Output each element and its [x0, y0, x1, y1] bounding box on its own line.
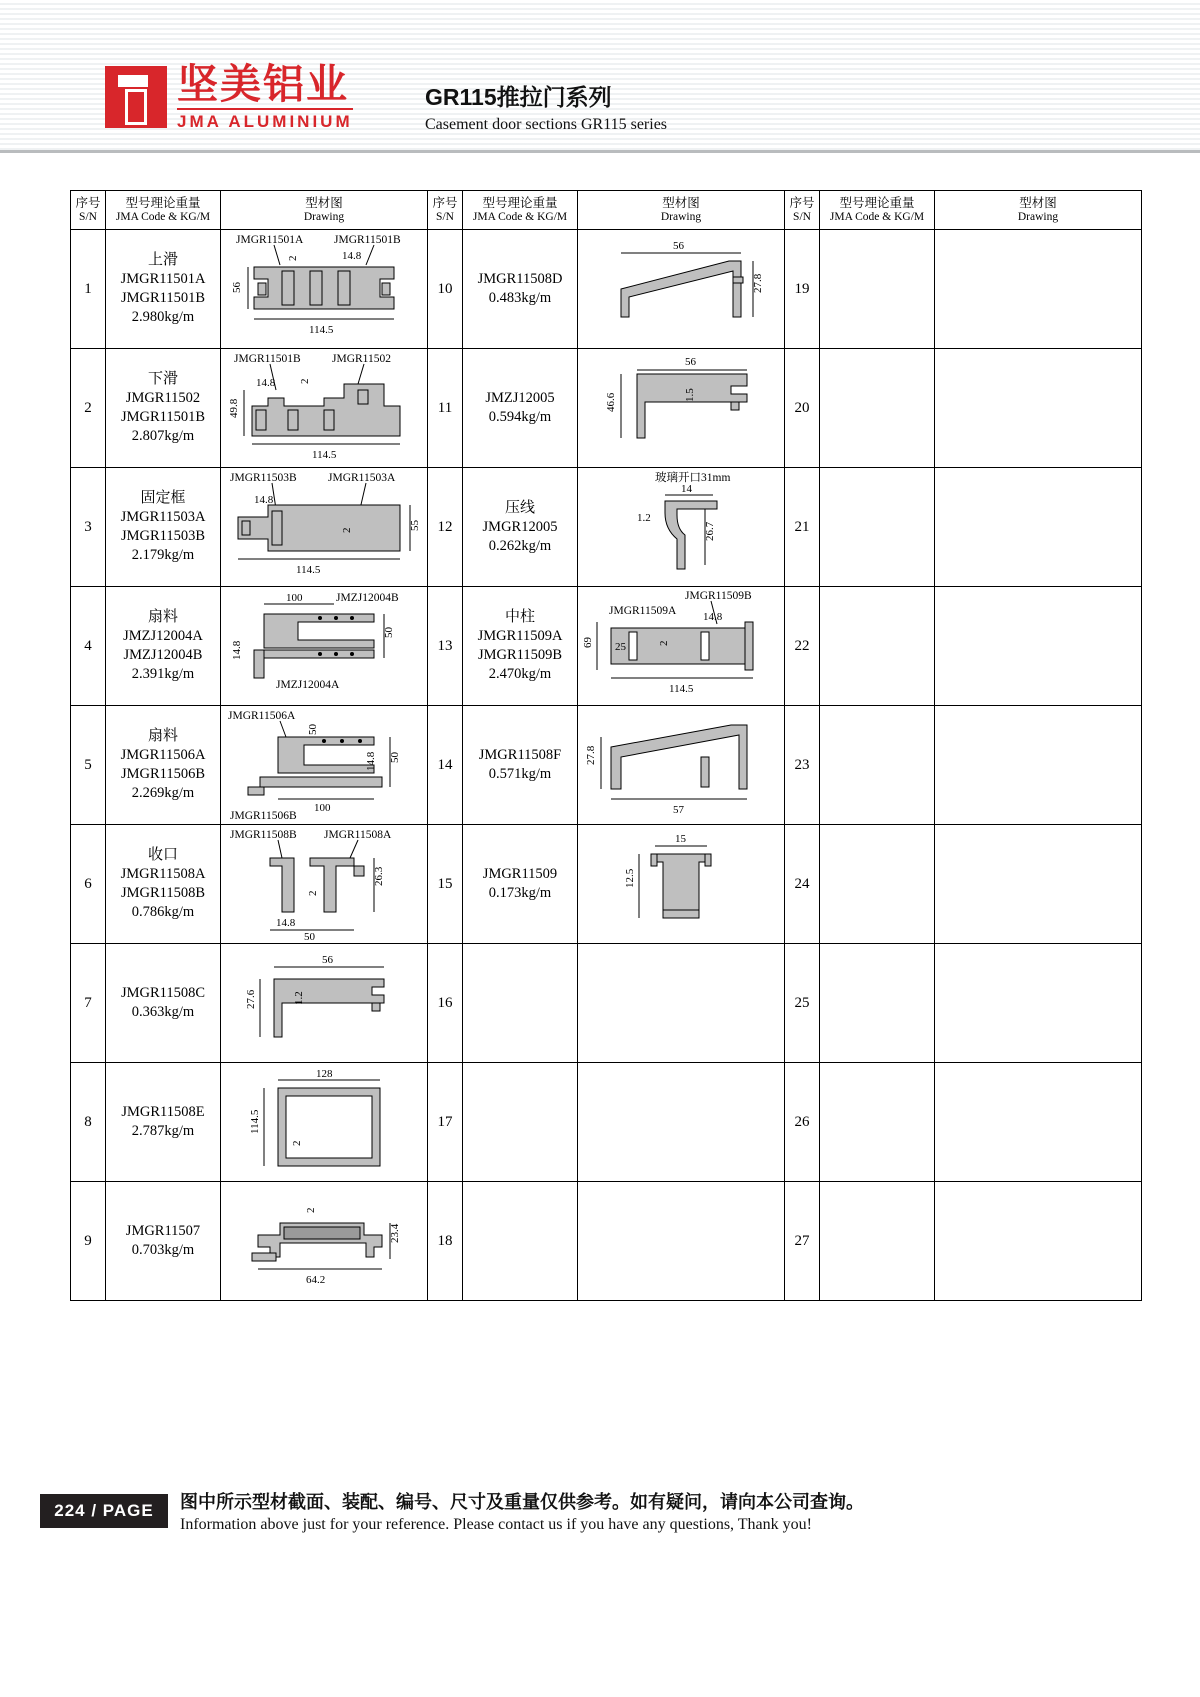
- sn-cell: 24: [785, 825, 820, 944]
- sn-cell: 19: [785, 230, 820, 349]
- table-row: [71, 349, 1142, 468]
- profile-weight: 0.703kg/m: [131, 1242, 195, 1258]
- header-draw-en-2: Drawing: [660, 211, 702, 223]
- dim-value: 14: [681, 483, 692, 495]
- drawing-label: JMGR11506A: [228, 710, 296, 722]
- drawing-label: JMGR11501B: [234, 353, 301, 365]
- profile-code: JMGR11502: [125, 390, 201, 406]
- profile-name: 收口: [147, 847, 178, 863]
- profile-weight: 0.483kg/m: [488, 290, 552, 306]
- code-cell: [463, 349, 578, 468]
- dim-value: 64.2: [306, 1274, 326, 1286]
- drawing-cell: [221, 1063, 428, 1182]
- header-draw-en-3: Drawing: [1017, 211, 1059, 223]
- dim-value: 57: [673, 804, 684, 816]
- brand-text: [177, 62, 353, 132]
- code-cell: [106, 230, 221, 349]
- section-drawing: [578, 588, 784, 704]
- dim-value: 23.4: [389, 1223, 401, 1243]
- header-draw-3: [935, 191, 1142, 230]
- page-title-en: Casement door sections GR115 series: [425, 116, 668, 133]
- header-content: [0, 0, 1200, 152]
- sn-cell: 14: [428, 706, 463, 825]
- dim-value: 2: [307, 890, 319, 896]
- profile-weight: 2.980kg/m: [131, 309, 195, 325]
- profile-code: JMZJ12005: [485, 390, 555, 406]
- profile-weight: 0.594kg/m: [488, 409, 552, 425]
- page-footer: [0, 1486, 1200, 1556]
- dim-value: 14.8: [365, 751, 377, 771]
- code-cell: [820, 587, 935, 706]
- dim-value: 56: [322, 954, 333, 966]
- dim-value: 1.2: [637, 512, 651, 524]
- sn-cell: 7: [71, 944, 106, 1063]
- drawing-cell: [221, 825, 428, 944]
- drawing-label: JMZJ12004B: [336, 592, 399, 604]
- profile-weight: 2.470kg/m: [488, 666, 552, 682]
- sn-cell: 22: [785, 587, 820, 706]
- profile-weight: 0.262kg/m: [488, 537, 552, 554]
- code-cell: [820, 944, 935, 1063]
- header-code-cn-3: 型号理论重量: [839, 196, 915, 210]
- dim-value: 2: [341, 527, 353, 533]
- drawing-cell: [578, 1182, 785, 1301]
- code-cell: [106, 587, 221, 706]
- section-drawing: [578, 469, 784, 585]
- profile-weight: 0.173kg/m: [488, 885, 552, 901]
- code-cell: [106, 706, 221, 825]
- code-cell: [106, 468, 221, 587]
- sn-cell: 23: [785, 706, 820, 825]
- sn-cell: 21: [785, 468, 820, 587]
- dim-value: 114.5: [669, 683, 694, 695]
- profile-code: JMGR11508E: [121, 1104, 205, 1120]
- spec-table-wrapper: [70, 190, 1130, 1301]
- profile-code: JMZJ12004A: [123, 628, 203, 644]
- profile-code: JMGR11508D: [477, 271, 563, 287]
- header-code-cn-2: 型号理论重量: [482, 196, 558, 210]
- code-cell: [820, 706, 935, 825]
- code-cell: [463, 468, 578, 587]
- brand-name-en: JMA ALUMINIUM: [177, 108, 353, 132]
- header-divider: [0, 150, 1200, 153]
- drawing-label: 玻璃开口31mm: [655, 472, 731, 484]
- drawing-label: JMZJ12004A: [276, 679, 340, 691]
- drawing-cell: [578, 944, 785, 1063]
- section-drawing: [578, 826, 784, 942]
- dim-value: 12.5: [624, 868, 636, 888]
- header-draw-cn-1: 型材图: [305, 196, 343, 210]
- profile-code: JMGR11501B: [120, 409, 206, 425]
- drawing-cell: [578, 1063, 785, 1182]
- header-sn-2: [428, 191, 463, 230]
- header-sn-en-2: S/N: [436, 211, 454, 223]
- drawing-label: JMGR11503B: [230, 472, 297, 484]
- profile-weight: 2.787kg/m: [131, 1123, 195, 1139]
- section-drawing: [221, 1183, 427, 1299]
- header-draw-2: [578, 191, 785, 230]
- section-drawing: [221, 945, 427, 1061]
- drawing-cell: [578, 230, 785, 349]
- profile-weight: 2.807kg/m: [131, 428, 195, 444]
- profile-code: JMZJ12004B: [123, 647, 203, 663]
- dim-value: 2: [305, 1207, 317, 1213]
- dim-value: 50: [304, 931, 315, 942]
- dim-value: 2: [658, 640, 670, 646]
- dim-value: 56: [685, 356, 696, 368]
- code-cell: [463, 825, 578, 944]
- sn-cell: 27: [785, 1182, 820, 1301]
- code-cell: [463, 587, 578, 706]
- table-header-row: [71, 191, 1142, 230]
- section-drawing: [221, 469, 427, 585]
- profile-code: JMGR11508B: [120, 885, 206, 901]
- drawing-cell: [578, 706, 785, 825]
- section-drawing: [221, 1064, 427, 1180]
- header-draw-cn-2: 型材图: [662, 196, 700, 210]
- section-drawing: [221, 826, 427, 942]
- sn-cell: 2: [71, 349, 106, 468]
- page-title: [425, 82, 667, 136]
- dim-value: 26.7: [704, 521, 716, 541]
- dim-value: 27.6: [245, 989, 257, 1009]
- dim-value: 14.8: [342, 250, 362, 262]
- table-row: [71, 468, 1142, 587]
- profile-code: JMGR11509A: [477, 628, 563, 644]
- dim-value: 114.5: [312, 449, 337, 461]
- header-sn-cn-1: 序号: [75, 196, 101, 210]
- code-cell: [820, 230, 935, 349]
- sn-cell: 26: [785, 1063, 820, 1182]
- header-code-en-2: JMA Code & KG/M: [472, 211, 568, 223]
- section-drawing: [578, 350, 784, 466]
- header-sn-3: [785, 191, 820, 230]
- dim-value: 100: [286, 592, 303, 604]
- drawing-label: JMGR11501B: [334, 234, 401, 246]
- drawing-label: JMGR11508B: [230, 829, 297, 841]
- dim-value: 55: [409, 520, 421, 531]
- dim-value: 25: [615, 641, 626, 653]
- profile-code: JMGR11509: [482, 866, 558, 882]
- dim-value: 14.8: [254, 494, 274, 506]
- code-cell: [106, 1063, 221, 1182]
- dim-value: 100: [314, 802, 331, 814]
- page-number-badge: 224 / PAGE: [40, 1494, 168, 1528]
- dim-value: 114.5: [249, 1109, 261, 1134]
- table-row: [71, 825, 1142, 944]
- drawing-cell: [221, 1182, 428, 1301]
- profile-code: JMGR11507: [125, 1223, 201, 1239]
- header-sn-1: [71, 191, 106, 230]
- sn-cell: 4: [71, 587, 106, 706]
- profile-code: JMGR11508A: [120, 866, 206, 882]
- dim-value: 14.8: [703, 611, 723, 623]
- drawing-cell: [221, 587, 428, 706]
- profile-name: 下滑: [147, 371, 178, 387]
- code-cell: [106, 1182, 221, 1301]
- drawing-label: JMGR11502: [332, 353, 391, 365]
- sn-cell: 10: [428, 230, 463, 349]
- code-cell: [463, 1063, 578, 1182]
- drawing-cell: [221, 944, 428, 1063]
- table-row: [71, 587, 1142, 706]
- brand-logo: [105, 62, 353, 132]
- sn-cell: 11: [428, 349, 463, 468]
- dim-value: 50: [383, 627, 395, 638]
- drawing-label: JMGR11501A: [236, 234, 304, 246]
- dim-value: 14.8: [256, 377, 276, 389]
- dim-value: 49.8: [228, 398, 240, 418]
- header-code-3: [820, 191, 935, 230]
- sn-cell: 16: [428, 944, 463, 1063]
- code-cell: [106, 825, 221, 944]
- dim-value: 27.8: [585, 745, 597, 765]
- dim-value: 69: [582, 637, 594, 648]
- sn-cell: 8: [71, 1063, 106, 1182]
- sn-cell: 18: [428, 1182, 463, 1301]
- table-body: [71, 230, 1142, 1301]
- header-code-1: [106, 191, 221, 230]
- code-cell: [106, 349, 221, 468]
- table-head: [71, 191, 1142, 230]
- profile-name: 扇料: [147, 609, 178, 625]
- code-cell: [463, 944, 578, 1063]
- sn-cell: 13: [428, 587, 463, 706]
- drawing-cell: [578, 825, 785, 944]
- drawing-label: JMGR11509B: [685, 590, 752, 602]
- profile-code: JMGR11506A: [120, 747, 206, 763]
- sn-cell: 20: [785, 349, 820, 468]
- profile-name: 上滑: [147, 252, 178, 268]
- drawing-label: JMGR11506B: [230, 810, 297, 822]
- sn-cell: 1: [71, 230, 106, 349]
- profile-code: JMGR11501B: [120, 290, 206, 306]
- profile-code: JMGR11509B: [477, 647, 563, 663]
- drawing-cell: [221, 349, 428, 468]
- code-cell: [463, 706, 578, 825]
- drawing-label: JMGR11508A: [324, 829, 392, 841]
- code-cell: [820, 1182, 935, 1301]
- dim-value: 27.8: [752, 273, 764, 293]
- profile-code: JMGR11508F: [478, 747, 562, 763]
- drawing-cell: [221, 230, 428, 349]
- table-row: [71, 1182, 1142, 1301]
- dim-value: 26.3: [373, 866, 385, 886]
- dim-value: 15: [675, 833, 686, 845]
- section-drawing: [221, 707, 427, 823]
- drawing-label: JMGR11509A: [609, 605, 677, 617]
- header-sn-cn-3: 序号: [789, 196, 815, 210]
- header-draw-cn-3: 型材图: [1019, 196, 1057, 210]
- sn-cell: 5: [71, 706, 106, 825]
- dim-value: 114.5: [296, 564, 321, 576]
- header-sn-cn-2: 序号: [432, 196, 458, 210]
- profile-weight: 0.571kg/m: [488, 766, 552, 782]
- profile-code: JMGR11503A: [120, 509, 206, 525]
- section-drawing: [578, 707, 784, 823]
- drawing-cell: [935, 825, 1142, 944]
- drawing-cell: [935, 944, 1142, 1063]
- brand-name-cn: 坚美铝业: [177, 61, 349, 107]
- profile-weight: 2.391kg/m: [131, 666, 195, 682]
- sn-cell: 6: [71, 825, 106, 944]
- drawing-label: JMGR11503A: [328, 472, 396, 484]
- drawing-cell: [221, 706, 428, 825]
- table-row: [71, 1063, 1142, 1182]
- profile-weight: 0.363kg/m: [131, 1004, 195, 1020]
- dim-value: 14.8: [276, 917, 296, 929]
- dim-value: 46.6: [605, 392, 617, 412]
- drawing-cell: [221, 468, 428, 587]
- drawing-cell: [935, 230, 1142, 349]
- drawing-cell: [578, 349, 785, 468]
- sn-cell: 12: [428, 468, 463, 587]
- profile-spec-table: [70, 190, 1142, 1301]
- profile-code: JMGR11503B: [120, 528, 206, 544]
- section-drawing: [578, 231, 784, 347]
- profile-code: JMGR12005: [482, 518, 558, 535]
- profile-code: JMGR11508C: [120, 985, 206, 1001]
- drawing-cell: [935, 1063, 1142, 1182]
- drawing-cell: [935, 706, 1142, 825]
- dim-value: 1.2: [293, 991, 305, 1005]
- profile-weight: 2.269kg/m: [131, 785, 195, 801]
- sn-cell: 15: [428, 825, 463, 944]
- page-title-cn: GR115推拉门系列: [425, 84, 612, 110]
- header-draw-en-1: Drawing: [303, 211, 345, 223]
- profile-code: JMGR11506B: [120, 766, 206, 782]
- table-row: [71, 944, 1142, 1063]
- jma-logo-icon: [105, 66, 167, 128]
- drawing-cell: [935, 468, 1142, 587]
- header-code-2: [463, 191, 578, 230]
- dim-value: 56: [673, 240, 684, 252]
- profile-name: 中柱: [504, 609, 535, 625]
- dim-value: 50: [389, 752, 401, 763]
- page-header: [0, 0, 1200, 152]
- drawing-cell: [935, 349, 1142, 468]
- drawing-cell: [935, 587, 1142, 706]
- profile-code: JMGR11501A: [120, 271, 206, 287]
- code-cell: [820, 468, 935, 587]
- dim-value: 1.5: [684, 388, 696, 402]
- sn-cell: 25: [785, 944, 820, 1063]
- profile-weight: 2.179kg/m: [131, 547, 195, 563]
- header-code-cn-1: 型号理论重量: [125, 196, 201, 210]
- code-cell: [820, 1063, 935, 1182]
- section-drawing: [221, 588, 427, 704]
- sn-cell: 17: [428, 1063, 463, 1182]
- header-code-en-1: JMA Code & KG/M: [115, 211, 211, 223]
- profile-name: 固定框: [140, 490, 186, 506]
- table-row: [71, 706, 1142, 825]
- code-cell: [463, 1182, 578, 1301]
- section-drawing: [221, 231, 427, 347]
- dim-value: 2: [287, 255, 299, 261]
- sn-cell: 9: [71, 1182, 106, 1301]
- footer-note-en: Information above just for your reference. Please contact us if you have any questions, Thank you!: [180, 1516, 812, 1533]
- section-drawing: [221, 350, 427, 466]
- dim-value: 2: [299, 378, 311, 384]
- code-cell: [820, 349, 935, 468]
- drawing-cell: [578, 587, 785, 706]
- profile-name: 扇料: [147, 728, 178, 744]
- header-draw-1: [221, 191, 428, 230]
- code-cell: [820, 825, 935, 944]
- code-cell: [463, 230, 578, 349]
- dim-value: 50: [307, 724, 319, 735]
- table-row: [71, 230, 1142, 349]
- code-cell: [106, 944, 221, 1063]
- dim-value: 2: [291, 1140, 303, 1146]
- header-sn-en-3: S/N: [793, 211, 811, 223]
- header-sn-en-1: S/N: [79, 211, 97, 223]
- dim-value: 14.8: [231, 640, 243, 660]
- dim-value: 56: [231, 282, 243, 293]
- drawing-cell: [935, 1182, 1142, 1301]
- header-code-en-3: JMA Code & KG/M: [829, 211, 925, 223]
- sn-cell: 3: [71, 468, 106, 587]
- dim-value: 114.5: [309, 324, 334, 336]
- dim-value: 128: [316, 1068, 333, 1080]
- profile-weight: 0.786kg/m: [131, 904, 195, 920]
- footer-note-cn: 图中所示型材截面、装配、编号、尺寸及重量仅供参考。如有疑问，请向本公司查询。: [180, 1492, 864, 1512]
- drawing-cell: [578, 468, 785, 587]
- profile-name: 压线: [504, 499, 535, 516]
